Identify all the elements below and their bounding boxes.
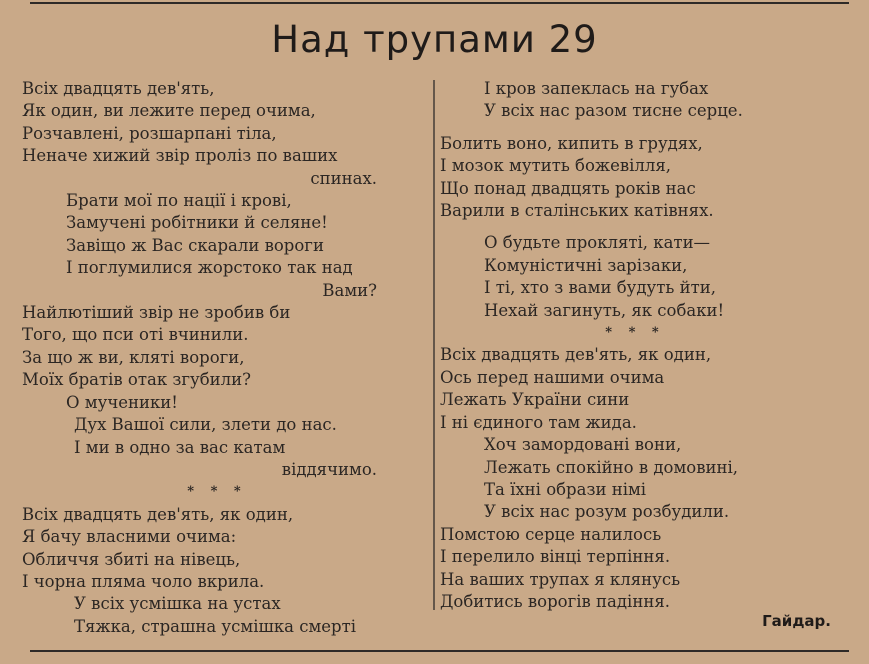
section-separator: * * * <box>605 325 665 341</box>
poem-line: Ось перед нашими очима <box>440 367 665 387</box>
stanza-gap <box>440 222 850 232</box>
poem-line: Добитись ворогів падіння. <box>440 591 670 611</box>
poem-line: Що понад двадцять років нас <box>440 178 696 198</box>
poem-line: Та їхні образи німі <box>484 479 647 499</box>
poem-line: Як один, ви лежите перед очима, <box>22 101 316 121</box>
poem-line: І кров запеклась на губах <box>484 79 709 98</box>
poem-line: Помстою серце налилось <box>440 524 662 544</box>
bottom-rule <box>30 650 849 652</box>
poem-line: У всіх усмішка на устах <box>74 594 281 614</box>
poem-line: Розчавлені, розшарпані тіла, <box>22 123 277 143</box>
poem-line: І мозок мутить божевілля, <box>440 156 672 176</box>
poem-line: Найлютіший звір не зробив би <box>22 303 291 323</box>
poem-line: Брати мої по нації і крові, <box>66 191 292 211</box>
right-column <box>440 78 850 613</box>
poem-line: Дух Вашої сили, злети до нас. <box>74 415 337 435</box>
poem-line: У всіх нас розум розбудили. <box>484 502 730 522</box>
poem-title: Над трупами 29 <box>271 18 598 61</box>
column-divider <box>433 80 435 610</box>
author-signature: Гайдар. <box>762 612 831 630</box>
poem-line: І поглумилися жорстоко так над <box>66 258 353 278</box>
poem-line: Замучені робітники й селяне! <box>66 213 328 233</box>
poem-line: Варили в сталінських катівнях. <box>440 201 714 221</box>
poem-line: спинах. <box>310 168 377 188</box>
poem-line: віддячимо. <box>281 459 377 479</box>
poem-line: О мученики! <box>66 392 178 412</box>
poem-line: Комуністичні зарізаки, <box>484 255 688 275</box>
poem-line: Завіщо ж Вас скарали вороги <box>66 235 324 255</box>
left-column <box>22 78 432 638</box>
poem-line: Того, що пси оті вчинили. <box>22 325 249 345</box>
poem-line: І перелило вінці терпіння. <box>440 547 671 567</box>
poem-line: На ваших трупах я клянусь <box>440 569 681 589</box>
poem-line: Неначе хижий звір проліз по ваших <box>22 146 338 166</box>
poem-line: Тяжка, страшна усмішка смерті <box>74 616 357 636</box>
stanza-gap <box>440 123 850 133</box>
poem-line: Я бачу власними очима: <box>22 527 237 547</box>
poem-line: О будьте прокляті, кати— <box>484 233 711 253</box>
section-separator: * * * <box>187 484 247 500</box>
poem-line: І ми в одно за вас катам <box>74 437 286 457</box>
poem-line: За що ж ви, кляті вороги, <box>22 347 245 367</box>
poem-line: Лежать України сини <box>440 390 630 410</box>
poem-line: Моїх братів отак згубили? <box>22 370 251 390</box>
top-rule <box>30 2 849 4</box>
poem-line: Хоч замордовані вони, <box>484 435 682 455</box>
poem-line: Всіх двадцять дев'ять, як один, <box>440 345 712 365</box>
poem-line: Болить воно, кипить в грудях, <box>440 133 703 153</box>
poem-line: Лежать спокійно в домовині, <box>484 457 739 477</box>
poem-line: У всіх нас разом тисне серце. <box>484 101 743 121</box>
poem-line: Всіх двадцять дев'ять, <box>22 79 215 98</box>
poem-line: І ті, хто з вами будуть йти, <box>484 278 716 298</box>
poem-line: І ні єдиного там жида. <box>440 412 637 432</box>
poem-line: Нехай загинуть, як собаки! <box>484 300 725 320</box>
poem-line: І чорна пляма чоло вкрила. <box>22 571 265 591</box>
poem-line: Всіх двадцять дев'ять, як один, <box>22 504 294 524</box>
poem-line: Обличчя збиті на нівець, <box>22 549 241 569</box>
poem-line: Вами? <box>322 280 377 300</box>
